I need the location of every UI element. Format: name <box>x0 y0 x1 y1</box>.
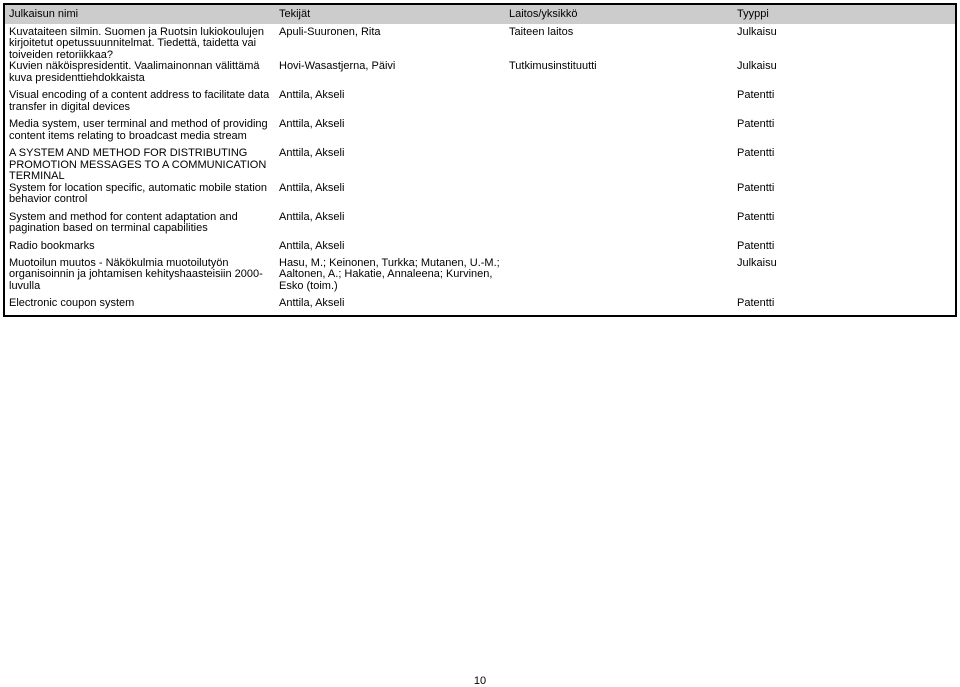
publication-authors: Anttila, Akseli <box>279 181 345 194</box>
publication-type: Patentti <box>737 296 775 309</box>
publication-authors: Hasu, M.; Keinonen, Turkka; Mutanen, U.-M.; Aaltonen, A.; Hakatie, Annaleena; Kurvinen, Esko (toim.) <box>279 256 500 292</box>
table-row <box>5 24 955 62</box>
publication-department <box>505 90 733 119</box>
publication-title: Media system, user terminal and method of providing content items relating to broadcast media stream <box>9 118 268 142</box>
column-header-department: Laitos/yksikkö <box>505 5 733 24</box>
publication-title: Electronic coupon system <box>9 296 135 309</box>
publication-title: Kuvien näköispresidentit. Vaalimainonnan välittämä kuva presidenttiehdokkaista <box>9 60 260 84</box>
publication-authors: Anttila, Akseli <box>279 210 345 223</box>
publication-title: Muotoilun muutos - Näkökulmia muotoilutyön organisoinnin ja johtamisen kehityshaasteisiin 2000-luvulla <box>9 256 263 292</box>
publications-table-frame <box>3 3 957 317</box>
table-row <box>5 183 955 212</box>
publication-type: Julkaisu <box>737 25 777 38</box>
publication-department <box>505 298 733 315</box>
table-row <box>5 119 955 148</box>
publication-type: Patentti <box>737 239 775 252</box>
publication-department <box>505 148 733 183</box>
publication-type: Julkaisu <box>737 256 777 269</box>
publication-department <box>505 241 733 258</box>
column-header-title: Julkaisun nimi <box>5 5 275 24</box>
publication-authors: Apuli-Suuronen, Rita <box>279 25 381 38</box>
publication-type: Patentti <box>737 147 775 159</box>
publication-title: A SYSTEM AND METHOD FOR DISTRIBUTING PROMOTION MESSAGES TO A COMMUNICATION TERMINAL <box>9 147 267 182</box>
publication-authors: Anttila, Akseli <box>279 239 345 252</box>
publication-department <box>505 258 733 298</box>
table-row <box>5 61 955 90</box>
column-header-type: Tyyppi <box>733 5 955 24</box>
publication-title: Visual encoding of a content address to facilitate data transfer in digital devices <box>9 89 270 113</box>
table-row <box>5 298 955 315</box>
publications-table <box>5 5 955 315</box>
publication-title: System for location specific, automatic mobile station behavior control <box>9 181 268 205</box>
table-row <box>5 258 955 298</box>
publication-title: Radio bookmarks <box>9 239 95 252</box>
publication-department <box>505 119 733 148</box>
table-row <box>5 212 955 241</box>
publication-department: Tutkimusinstituutti <box>509 60 597 72</box>
publication-type: Julkaisu <box>737 60 777 72</box>
publication-title: System and method for content adaptation and pagination based on terminal capabilities <box>9 210 238 234</box>
publication-authors: Hovi-Wasastjerna, Päivi <box>279 60 396 72</box>
table-row <box>5 148 955 183</box>
publication-department <box>505 212 733 241</box>
publication-authors: Anttila, Akseli <box>279 147 345 159</box>
table-row <box>5 241 955 258</box>
publication-type: Patentti <box>737 118 775 130</box>
publication-department: Taiteen laitos <box>509 25 574 38</box>
publication-authors: Anttila, Akseli <box>279 118 345 130</box>
publication-type: Patentti <box>737 89 775 101</box>
column-header-authors: Tekijät <box>275 5 505 24</box>
publication-authors: Anttila, Akseli <box>279 89 345 101</box>
page-number: 10 <box>473 675 487 687</box>
publication-authors: Anttila, Akseli <box>279 296 345 309</box>
table-row <box>5 90 955 119</box>
publication-type: Patentti <box>737 210 775 223</box>
table-header-row <box>5 5 955 24</box>
publication-type: Patentti <box>737 181 775 194</box>
publication-department <box>505 183 733 212</box>
publication-title: Kuvataiteen silmin. Suomen ja Ruotsin lukiokoulujen kirjoitetut opetussuunnitelmat. Tiedettä, taidetta vai toiveiden retoriikkaa? <box>9 25 264 61</box>
